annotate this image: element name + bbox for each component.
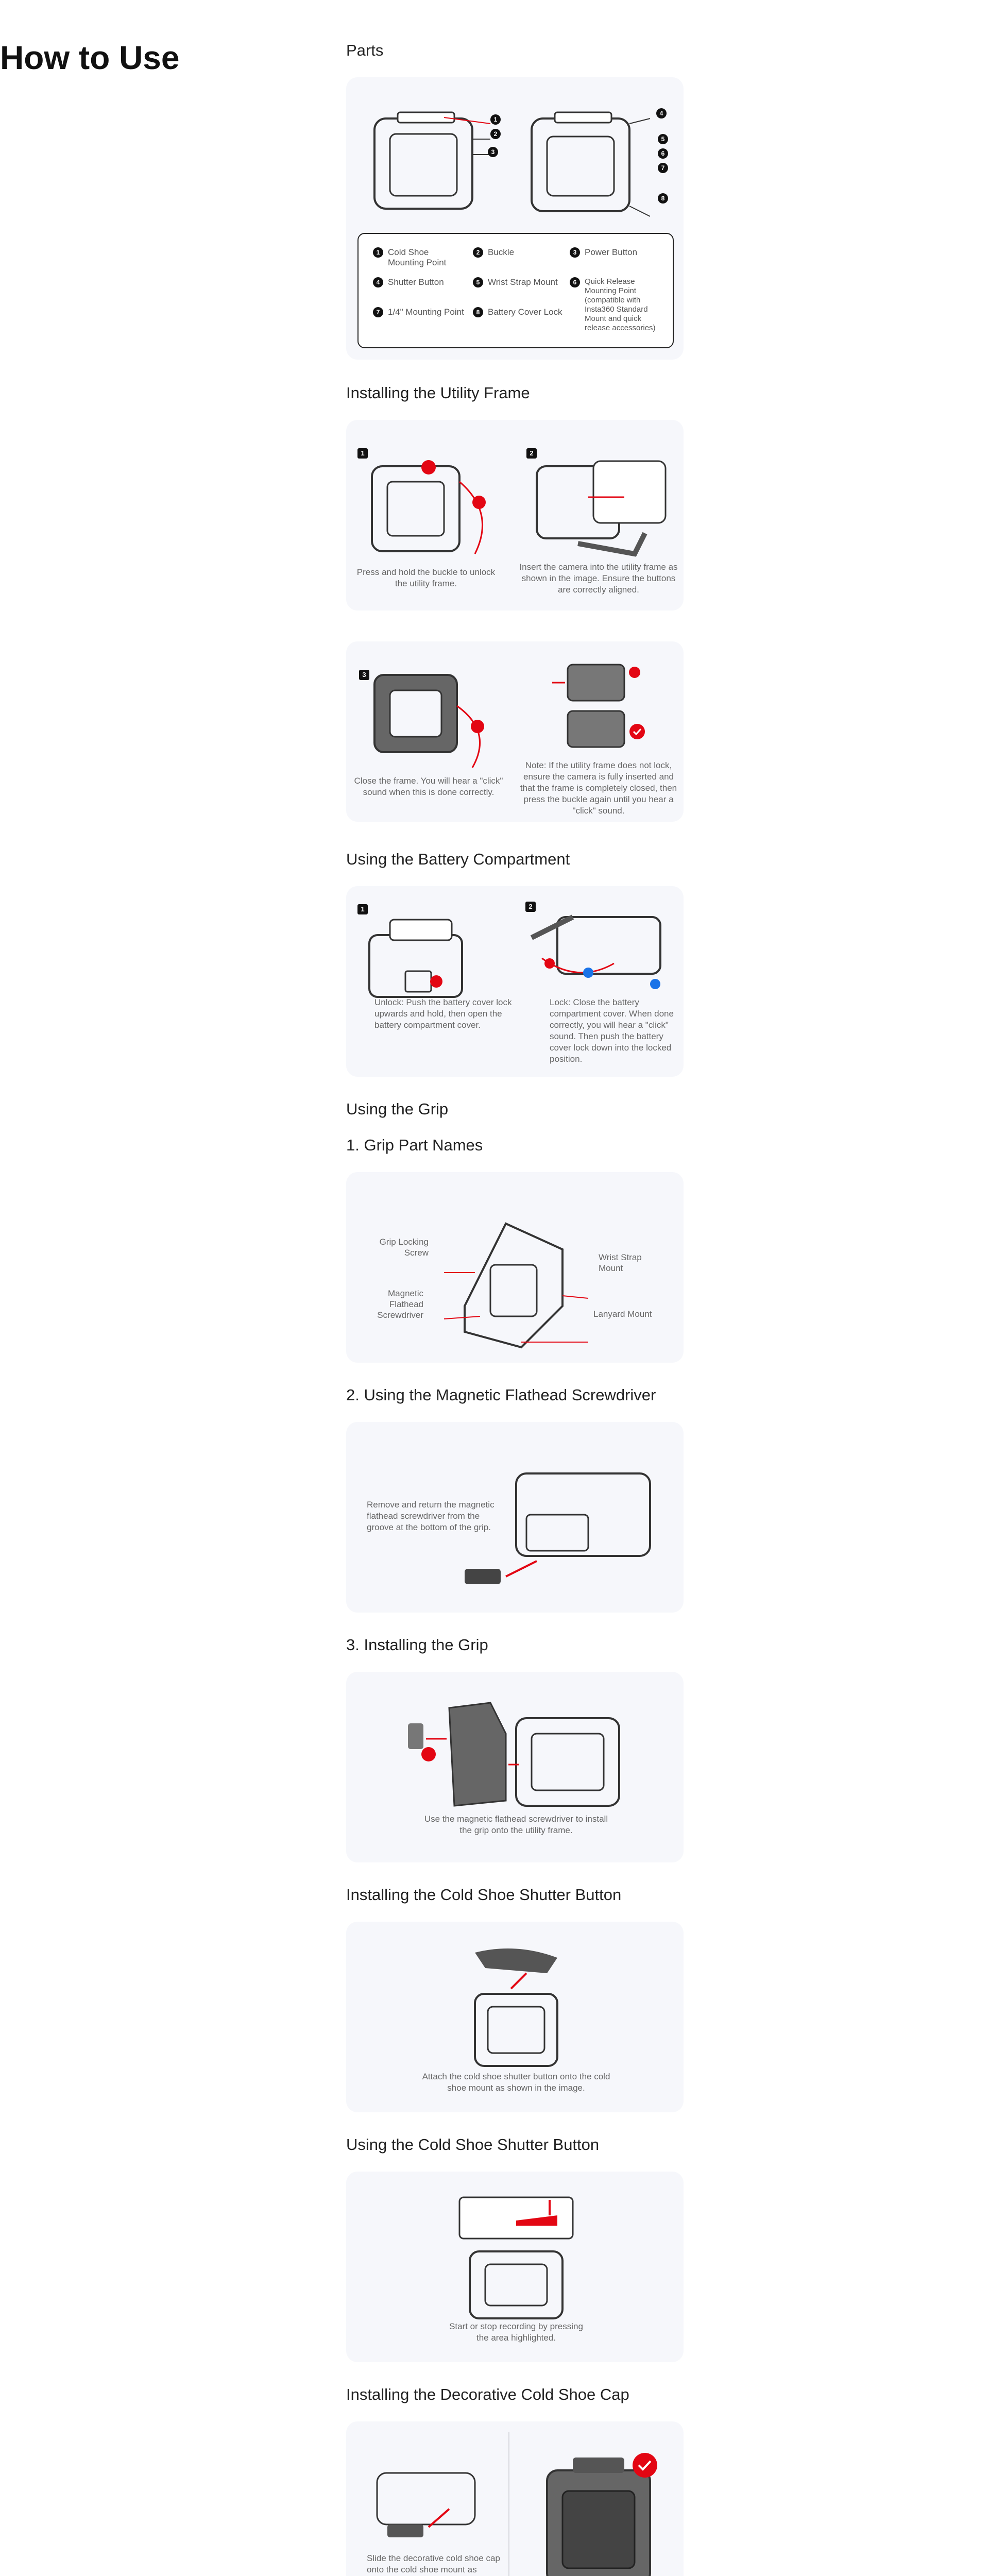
install-grip-card [346, 1672, 684, 1862]
battery-step2-caption: Lock: Close the battery compartment cover. When done correctly, you will hear a "click" sound. Then push the battery cover lock down into the locked position. [550, 997, 674, 1064]
callout-2: 2 [490, 129, 501, 139]
part-item: 7 1/4" Mounting Point [373, 307, 471, 317]
cold-shoe-press-illustration [454, 2195, 578, 2324]
section-heading-battery: Using the Battery Compartment [346, 850, 570, 868]
lock-check-illustration [552, 659, 655, 757]
battery-lock-illustration [526, 907, 676, 994]
label-magnetic-flathead-screwdriver: Magnetic Flathead Screwdriver [377, 1289, 423, 1320]
section-heading-grip: Using the Grip [346, 1100, 449, 1118]
subheading-screwdriver: 2. Using the Magnetic Flathead Screwdriver [346, 1386, 656, 1404]
section-heading-parts: Parts [346, 41, 384, 59]
section-heading-cold-shoe-use: Using the Cold Shoe Shutter Button [346, 2136, 600, 2154]
step-badge: 1 [357, 904, 368, 914]
cap-slide-illustration [367, 2468, 490, 2545]
page-title: How to Use [0, 39, 180, 76]
cold-shoe-cap-caption: Slide the decorative cold shoe cap onto the cold shoe mount as [367, 2553, 500, 2574]
step-badge: 1 [357, 448, 368, 459]
divider [508, 2432, 509, 2576]
part-item: 3 Power Button [570, 247, 668, 258]
install-frame-card-1 [346, 420, 684, 611]
subheading-install-grip: 3. Installing the Grip [346, 1636, 488, 1654]
step1-caption: Press and hold the buckle to unlock the utility frame. [356, 567, 496, 588]
install-grip-caption: Use the magnetic flathead screwdriver to install the grip onto the utility frame. [424, 1814, 608, 1835]
step-badge: 2 [526, 448, 537, 459]
callout-6: 6 [658, 148, 668, 159]
step-badge: 2 [525, 902, 536, 912]
screwdriver-caption: Remove and return the magnetic flathead screwdriver from the groove at the bottom of the grip. [367, 1500, 494, 1532]
callout-4: 4 [656, 108, 667, 118]
section-heading-cold-shoe-cap: Installing the Decorative Cold Shoe Cap [346, 2385, 629, 2403]
utility-frame-front-illustration [367, 108, 496, 216]
install-frame-card-2 [346, 641, 684, 822]
part-item: 5 Wrist Strap Mount [473, 277, 568, 287]
subheading-grip-part-names: 1. Grip Part Names [346, 1136, 483, 1154]
label-lanyard-mount: Lanyard Mount [593, 1309, 652, 1319]
frame-close-illustration [369, 670, 498, 773]
callout-3: 3 [488, 147, 498, 157]
screwdriver-card [346, 1422, 684, 1613]
grip-parts-card [346, 1172, 684, 1363]
part-item: 6 Quick Release Mounting Point (compatible with Insta360 Standard Mount and quick release accessories) [570, 277, 662, 333]
part-item: 2 Buckle [473, 247, 563, 258]
parts-card [346, 77, 684, 360]
frame-unlock-illustration [367, 461, 501, 564]
battery-card [346, 886, 684, 1077]
part-item: 8 Battery Cover Lock [473, 307, 568, 317]
cold-shoe-cap-card [346, 2421, 684, 2576]
check-icon [633, 2453, 657, 2478]
battery-step1-caption: Unlock: Push the battery cover lock upwards and hold, then open the battery compartment cover. [374, 997, 512, 1030]
camera-insert-illustration [532, 456, 676, 559]
frame-lock-note: Note: If the utility frame does not lock, ensure the camera is fully inserted and that the frame is completely closed, then press the buckle again until you hear a "click" sound. [520, 760, 677, 816]
part-item: 4 Shutter Button [373, 277, 463, 287]
step3-caption: Close the frame. You will hear a "click" sound when this is done correctly. [354, 776, 503, 797]
install-grip-illustration [403, 1687, 629, 1811]
cold-shoe-install-caption: Attach the cold shoe shutter button onto the cold shoe mount as shown in the image. [422, 2072, 610, 2093]
utility-frame-back-illustration [526, 108, 655, 222]
section-heading-cold-shoe-install: Installing the Cold Shoe Shutter Button [346, 1886, 622, 1904]
grip-illustration [444, 1203, 593, 1352]
callout-7: 7 [658, 163, 668, 173]
callout-5: 5 [658, 134, 668, 144]
step-badge: 3 [359, 670, 369, 680]
callout-1: 1 [490, 114, 501, 125]
cold-shoe-button-illustration [465, 1942, 568, 2071]
label-wrist-strap-mount: Wrist Strap Mount [599, 1252, 642, 1273]
step2-caption: Insert the camera into the utility frame as shown in the image. Ensure the buttons are correctly aligned. [519, 562, 678, 595]
cap-installed-illustration [537, 2450, 660, 2576]
cold-shoe-use-card [346, 2172, 684, 2362]
label-grip-locking-screw: Grip Locking Screw [379, 1237, 429, 1258]
section-heading-install-frame: Installing the Utility Frame [346, 384, 530, 402]
callout-8: 8 [658, 193, 668, 204]
part-item: 1 Cold Shoe Mounting Point [373, 247, 463, 268]
parts-legend [357, 233, 674, 348]
cold-shoe-use-caption: Start or stop recording by pressing the area highlighted. [449, 2321, 583, 2343]
cold-shoe-install-card [346, 1922, 684, 2112]
